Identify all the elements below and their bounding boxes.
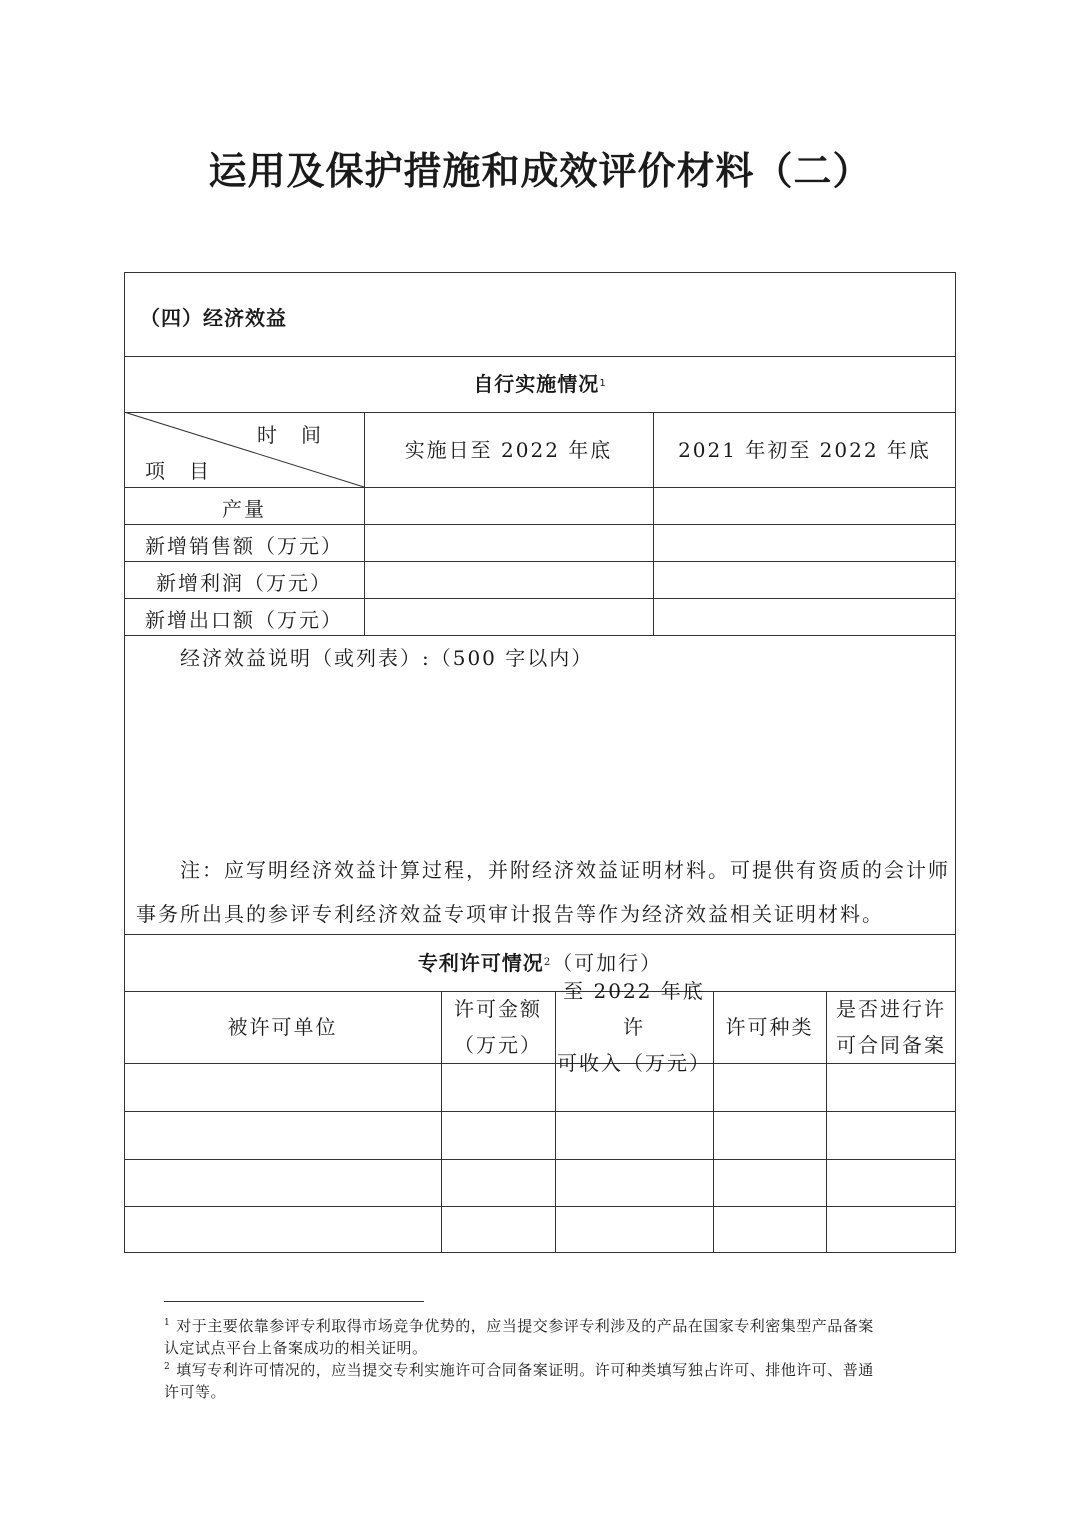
column-header-2021-2022: 2021 年初至 2022 年底 bbox=[678, 437, 931, 462]
input-export-since-implementation[interactable] bbox=[365, 599, 653, 635]
column-header-license-type: 许可种类 bbox=[725, 1015, 814, 1039]
column-header-license-income bbox=[555, 979, 713, 1075]
table-row[interactable] bbox=[125, 1064, 955, 1111]
column-header-license-income-line1: 至 2022 年底许 bbox=[563, 979, 705, 1039]
column-header-license-amount-line1: 许可金额 bbox=[454, 997, 542, 1021]
footnote-separator bbox=[164, 1301, 424, 1302]
footnote-2-line2: 许可等。 bbox=[164, 1383, 227, 1401]
input-profit-since-implementation[interactable] bbox=[365, 562, 653, 598]
explanation-text-area[interactable] bbox=[125, 680, 955, 840]
input-output-2021-2022[interactable] bbox=[654, 488, 955, 524]
input-output-since-implementation[interactable] bbox=[365, 488, 653, 524]
column-header-contract-record-line2: 可合同备案 bbox=[836, 1033, 946, 1057]
row-label-output: 产量 bbox=[222, 496, 266, 521]
explanation-note-line1: 注：应写明经济效益计算过程，并附经济效益证明材料。可提供有资质的会计师 bbox=[180, 858, 950, 882]
footnote-ref: 1 bbox=[599, 378, 607, 389]
footnote-1 bbox=[164, 1312, 924, 1359]
table-row[interactable] bbox=[125, 1160, 955, 1206]
column-header-contract-record-line1: 是否进行许 bbox=[836, 997, 946, 1021]
footnote-2-line1: 填写专利许可情况的，应当提交专利实施许可合同备案证明。许可种类填写独占许可、排他许可、普通 bbox=[176, 1361, 874, 1379]
diagonal-top-label: 时 间 bbox=[257, 423, 323, 447]
column-header-license-income-line2: 可收入（万元） bbox=[557, 1051, 711, 1075]
input-sales-2021-2022[interactable] bbox=[654, 525, 955, 561]
footnote-1-line1: 对于主要依靠参评专利取得市场竞争优势的，应当提交参评专利涉及的产品在国家专利密集型产品备案 bbox=[176, 1317, 874, 1335]
page-title: 运用及保护措施和成效评价材料（二） bbox=[208, 149, 872, 193]
diagonal-bottom-label: 项 目 bbox=[145, 459, 211, 483]
self-implementation-title: 自行实施情况 bbox=[473, 372, 600, 396]
input-profit-2021-2022[interactable] bbox=[654, 562, 955, 598]
footnote-1-number: 1 bbox=[164, 1318, 171, 1328]
row-label-new-sales: 新增销售额（万元） bbox=[145, 533, 343, 558]
column-header-licensee: 被许可单位 bbox=[227, 1015, 338, 1039]
column-header-contract-record bbox=[826, 991, 956, 1063]
license-title: 专利许可情况 bbox=[417, 950, 544, 975]
table-row[interactable] bbox=[125, 1112, 955, 1159]
footnote-2 bbox=[164, 1356, 924, 1403]
self-implementation-heading bbox=[124, 356, 956, 412]
input-export-2021-2022[interactable] bbox=[654, 599, 955, 635]
explanation-note-line2: 事务所出具的参评专利经济效益专项审计报告等作为经济效益相关证明材料。 bbox=[136, 902, 884, 926]
column-header-since-implementation: 实施日至 2022 年底 bbox=[404, 437, 613, 462]
section-heading: （四）经济效益 bbox=[140, 306, 287, 330]
license-heading bbox=[124, 934, 956, 991]
input-sales-since-implementation[interactable] bbox=[365, 525, 653, 561]
row-label-new-profit: 新增利润（万元） bbox=[156, 570, 332, 595]
footnote-2-number: 2 bbox=[164, 1362, 171, 1372]
explanation-prompt: 经济效益说明（或列表）:（500 字以内） bbox=[180, 646, 594, 670]
license-title-suffix: （可加行） bbox=[552, 950, 663, 975]
column-header-license-amount-line2: （万元） bbox=[454, 1033, 542, 1057]
table-row[interactable] bbox=[125, 1207, 955, 1252]
column-header-license-amount bbox=[441, 991, 555, 1063]
footnote-1-line2: 认定试点平台上备案成功的相关证明。 bbox=[164, 1339, 428, 1357]
footnote-ref: 2 bbox=[543, 956, 553, 968]
row-label-new-export: 新增出口额（万元） bbox=[145, 607, 343, 632]
